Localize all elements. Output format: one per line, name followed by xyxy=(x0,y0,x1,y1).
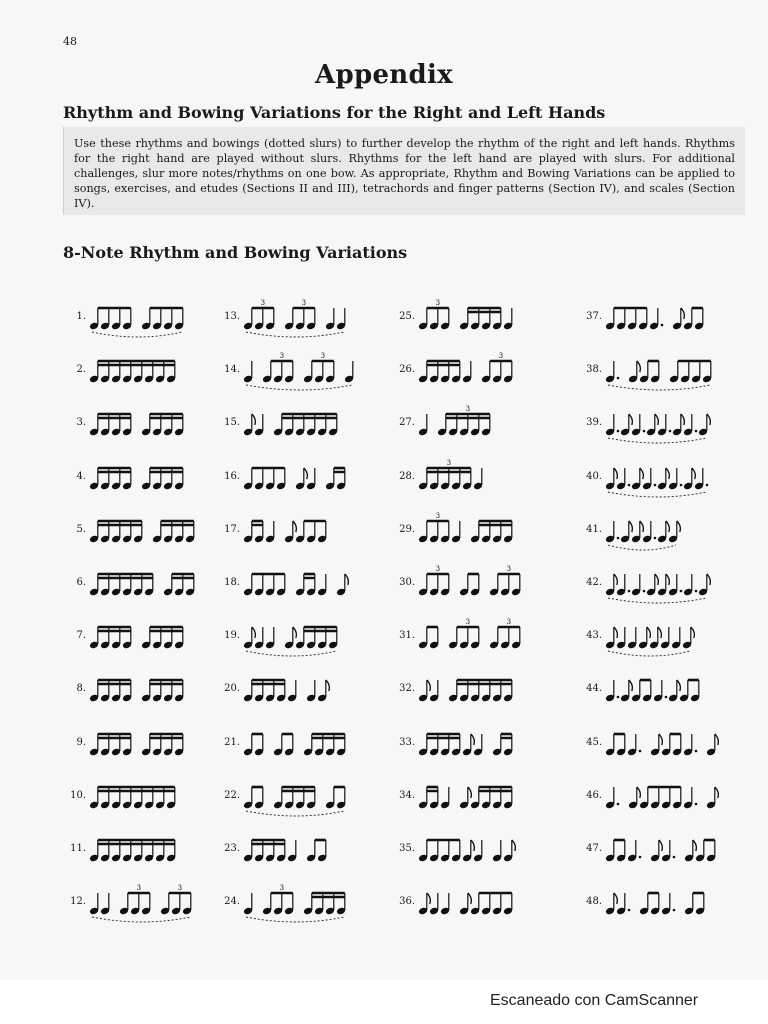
dot-mark xyxy=(617,430,620,433)
triplet-mark: 3 xyxy=(465,405,471,414)
rhythm-notation xyxy=(417,615,547,655)
exercise-number: 8. xyxy=(76,683,86,695)
dot-mark xyxy=(654,536,657,539)
exercise-number: 31. xyxy=(399,630,415,642)
camscanner-watermark: Escaneado con CamScanner xyxy=(490,992,699,1009)
exercise-number: 37. xyxy=(586,311,602,322)
slur-mark xyxy=(608,598,706,603)
rhythm-notation xyxy=(242,615,372,655)
triplet-mark: 3 xyxy=(498,352,504,361)
rhythm-notation xyxy=(417,509,547,549)
dot-mark xyxy=(617,536,620,539)
rhythm-notation xyxy=(417,349,547,389)
exercise-number: 42. xyxy=(586,577,602,588)
dot-mark xyxy=(669,430,672,433)
exercise-number: 25. xyxy=(399,311,415,322)
slur-mark xyxy=(608,385,710,390)
triplet-mark: 3 xyxy=(177,884,183,893)
rhythm-notation xyxy=(604,722,734,762)
exercise-number: 10. xyxy=(70,789,86,801)
rhythm-notation xyxy=(88,615,218,655)
exercise-number: 40. xyxy=(586,470,602,482)
rhythm-notation xyxy=(604,828,734,868)
exercise-number: 19. xyxy=(224,630,240,642)
exercise-number: 4. xyxy=(76,470,86,482)
exercise-number: 30. xyxy=(399,577,415,588)
rhythm-notation xyxy=(88,775,218,815)
rhythm-notation xyxy=(88,456,218,496)
exercise-number: 15. xyxy=(224,417,240,429)
dot-mark xyxy=(661,324,664,327)
rhythm-notation xyxy=(417,456,547,496)
exercise-number: 32. xyxy=(399,683,415,695)
dot-mark xyxy=(654,483,657,486)
exercise-number: 5. xyxy=(76,523,86,535)
exercise-number: 24. xyxy=(224,896,240,908)
dot-mark xyxy=(695,802,698,805)
exercise-number: 1. xyxy=(76,311,86,322)
exercise-number: 6. xyxy=(76,577,86,588)
slur-mark xyxy=(246,332,344,337)
slur-mark xyxy=(608,492,706,497)
exercise-number: 44. xyxy=(586,683,602,695)
rhythm-notation xyxy=(88,296,218,336)
rhythm-notation xyxy=(242,402,372,442)
triplet-mark: 3 xyxy=(260,299,266,307)
rhythm-notation xyxy=(604,402,734,442)
rhythm-notation xyxy=(88,509,218,549)
exercise-number: 18. xyxy=(224,577,240,588)
triplet-mark: 3 xyxy=(279,884,285,893)
page-title: Appendix xyxy=(315,60,453,90)
exercise-number: 7. xyxy=(76,630,86,642)
exercise-number: 47. xyxy=(586,843,602,854)
rhythm-notation xyxy=(242,562,372,602)
triplet-mark: 3 xyxy=(435,565,441,573)
rhythm-notation xyxy=(242,828,372,868)
triplet-mark: 3 xyxy=(279,352,285,361)
slur-mark xyxy=(608,651,690,656)
slur-mark xyxy=(608,545,676,550)
exercise-number: 20. xyxy=(224,683,240,695)
triplet-mark: 3 xyxy=(465,618,471,627)
slur-mark xyxy=(246,811,344,816)
dot-mark xyxy=(628,483,631,486)
rhythm-notation xyxy=(604,562,734,602)
exercise-number: 43. xyxy=(586,630,602,642)
page-number: 48 xyxy=(63,35,77,48)
rhythm-notation xyxy=(242,722,372,762)
rhythm-notation xyxy=(242,881,372,921)
dot-mark xyxy=(643,430,646,433)
dot-mark xyxy=(639,856,642,859)
exercise-number: 39. xyxy=(586,417,602,429)
rhythm-notation xyxy=(88,828,218,868)
slur-mark xyxy=(92,332,182,337)
exercise-number: 3. xyxy=(76,417,86,429)
triplet-mark: 3 xyxy=(506,618,512,627)
dot-mark xyxy=(695,430,698,433)
rhythm-notation xyxy=(242,296,372,336)
exercise-number: 38. xyxy=(586,364,602,376)
rhythm-notation xyxy=(417,722,547,762)
exercise-number: 27. xyxy=(399,417,415,429)
exercise-number: 46. xyxy=(586,789,602,801)
rhythm-notation xyxy=(604,668,734,708)
triplet-mark: 3 xyxy=(136,884,142,893)
rhythm-notation xyxy=(242,349,372,389)
rhythm-notation xyxy=(417,775,547,815)
exercise-number: 33. xyxy=(399,736,415,748)
triplet-mark: 3 xyxy=(446,458,452,467)
exercise-number: 21. xyxy=(224,736,240,748)
triplet-mark: 3 xyxy=(435,299,441,307)
rhythm-notation xyxy=(417,402,547,442)
rhythm-notation xyxy=(88,722,218,762)
exercise-number: 14. xyxy=(224,364,240,376)
rhythm-notation xyxy=(88,562,218,602)
exercise-number: 22. xyxy=(224,789,240,801)
dot-mark xyxy=(673,909,676,912)
rhythm-notation xyxy=(417,562,547,602)
exercise-number: 2. xyxy=(76,364,86,376)
rhythm-notation xyxy=(604,775,734,815)
dot-mark xyxy=(628,909,631,912)
rhythm-notation xyxy=(604,509,734,549)
exercise-number: 9. xyxy=(76,736,86,748)
dot-mark xyxy=(680,590,683,593)
exercise-number: 36. xyxy=(399,896,415,908)
rhythm-notation xyxy=(417,296,547,336)
rhythm-notation xyxy=(242,775,372,815)
triplet-mark: 3 xyxy=(506,565,512,573)
dot-mark xyxy=(673,856,676,859)
rhythm-notation xyxy=(88,402,218,442)
triplet-mark: 3 xyxy=(435,511,441,520)
exercise-number: 45. xyxy=(586,736,602,748)
exercise-number: 11. xyxy=(70,843,86,854)
exercise-number: 34. xyxy=(399,789,415,801)
dot-mark xyxy=(617,802,620,805)
dot-mark xyxy=(695,749,698,752)
exercise-number: 48. xyxy=(586,896,602,908)
exercise-number: 17. xyxy=(224,523,240,535)
slur-mark xyxy=(608,438,706,443)
rhythm-notation xyxy=(88,668,218,708)
rhythm-notation xyxy=(604,296,734,336)
section-heading: 8-Note Rhythm and Bowing Variations xyxy=(63,243,408,262)
rhythm-notation xyxy=(88,349,218,389)
dot-mark xyxy=(617,377,620,380)
dot-mark xyxy=(643,590,646,593)
slur-mark xyxy=(246,917,344,922)
dot-mark xyxy=(680,483,683,486)
rhythm-notation xyxy=(242,668,372,708)
exercise-number: 16. xyxy=(224,470,240,482)
intro-paragraph: Use these rhythms and bowings (dotted slurs) to further develop the rhythm of the right and left hands. Rhythms for the right hand are played without slurs. Rhythms for the left hand are played with slurs. For additional challenges, slur more notes/rhythms on one bow. As appropriate, Rhythm and Bowing Variations can be applied to songs, exercises, and etudes (Sections II and III), tetrachords and finger patterns (Section IV), and scales (Section IV). xyxy=(63,127,745,215)
dot-mark xyxy=(665,696,668,699)
rhythm-notation xyxy=(417,828,547,868)
triplet-mark: 3 xyxy=(301,299,307,307)
rhythm-notation xyxy=(604,456,734,496)
exercise-number: 23. xyxy=(224,843,240,854)
triplet-mark: 3 xyxy=(320,352,326,361)
exercise-number: 28. xyxy=(399,470,415,482)
dot-mark xyxy=(639,749,642,752)
slur-mark xyxy=(246,385,352,390)
dot-mark xyxy=(695,590,698,593)
dot-mark xyxy=(628,590,631,593)
rhythm-notation xyxy=(604,615,734,655)
exercise-number: 35. xyxy=(399,843,415,854)
exercise-number: 41. xyxy=(586,523,602,535)
dot-mark xyxy=(617,696,620,699)
exercise-number: 12. xyxy=(70,896,86,908)
rhythm-notation xyxy=(604,349,734,389)
slur-mark xyxy=(246,651,336,656)
rhythm-notation xyxy=(242,509,372,549)
rhythm-notation xyxy=(242,456,372,496)
page-subtitle: Rhythm and Bowing Variations for the Right and Left Hands xyxy=(63,103,606,122)
rhythm-notation xyxy=(417,668,547,708)
exercise-number: 26. xyxy=(399,364,415,376)
exercise-number: 29. xyxy=(399,523,415,535)
rhythm-notation xyxy=(417,881,547,921)
exercise-number: 13. xyxy=(224,311,240,322)
dot-mark xyxy=(706,483,709,486)
rhythm-notation xyxy=(604,881,734,921)
slur-mark xyxy=(92,917,190,922)
rhythm-notation xyxy=(88,881,218,921)
